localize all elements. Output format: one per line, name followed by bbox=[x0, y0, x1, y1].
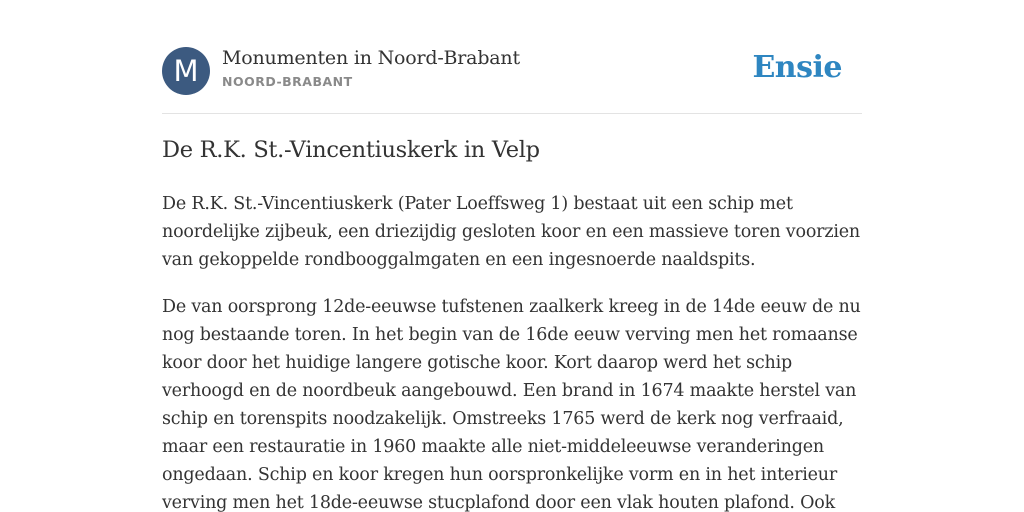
source-title[interactable]: Monumenten in Noord-Brabant bbox=[222, 47, 520, 69]
article-paragraph: De van oorsprong 12de-eeuwse tufstenen zaalkerk kreeg in de 14de eeuw de nu nog bestaande toren. In het begin van de 16de eeuw verving men het romaanse koor door het huidige langere gotische koor. Kort daarop werd het schip verhoogd en de noordbeuk aangebouwd. Een brand in 1674 maakte herstel van schip en torenspits noodzakelijk. Omstreeks 1765 werd de kerk nog verfraaid, maar een restauratie in 1960 maakte alle niet-middeleeuwse veranderingen ongedaan. Schip en koor kregen hun oorspronkelijke vorm en in het interieur verving men het 18de-eeuwse stucplafond door een vlak houten plafond. Ook bbox=[162, 297, 861, 512]
article-body bbox=[162, 190, 862, 512]
brand-logo[interactable]: Ensie bbox=[752, 50, 842, 85]
header-divider bbox=[162, 113, 862, 114]
source-header bbox=[162, 46, 862, 96]
article-paragraph: De R.K. St.-Vincentiuskerk (Pater Loeffsweg 1) bestaat uit een schip met noordelijke zijbeuk, een driezijdig gesloten koor en een massieve toren voorzien van gekoppelde rondbooggalmgaten en een ingesnoerde naaldspits. bbox=[162, 194, 860, 270]
article-title: De R.K. St.-Vincentiuskerk in Velp bbox=[162, 137, 540, 163]
source-region: NOORD-BRABANT bbox=[222, 74, 353, 89]
source-avatar[interactable]: M bbox=[162, 47, 210, 95]
